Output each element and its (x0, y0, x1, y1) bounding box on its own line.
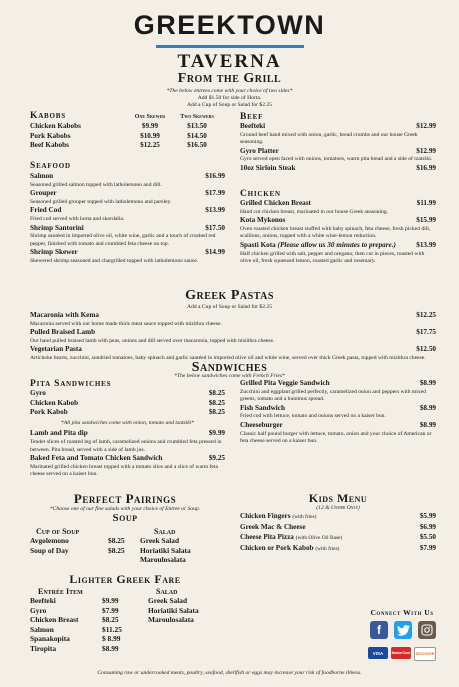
item-price: $16.99 (205, 172, 225, 180)
menu-item-row (240, 241, 436, 251)
item-name: Pork Kabob (30, 408, 68, 417)
item-price: $13.99 (416, 240, 436, 249)
cup-header: Cup of Soup (36, 527, 80, 536)
item-description: Artichoke hearts, zucchini, sundried tomatoes, baby spinach and garlic sautéed in imported olive oil and white wine, served over thick Greek pasta, topped with mizithra cheese. (30, 354, 426, 361)
kabob-row (30, 132, 230, 141)
menu-item-row (30, 389, 225, 399)
item-price: $12.99 (416, 122, 436, 130)
menu-item-row (30, 248, 225, 258)
pairing-row (30, 536, 220, 546)
item-name: Shrimp Santorini (30, 223, 84, 232)
item-name: Lamb and Pita dip (30, 429, 88, 438)
footer-disclaimer: Consuming raw or undercooked meats, poultry, seafood, shellfish or eggs may increase your risk of foodborne illness. (97, 670, 362, 676)
item-description: Skewered shrimp seasoned and chargrilled topped with latholemono sauce. (30, 257, 199, 264)
item-description: Shrimp sautéed in imported olive oil, white wine, garlic and a touch of crushed red pepper, finished with tomato and crumbled feta cheese on top. (30, 233, 216, 247)
seafood-header: Seafood (30, 161, 71, 171)
item-price: $7.99 (419, 543, 436, 552)
item-price: $5.50 (419, 533, 436, 542)
soup-price: $8.25 (108, 545, 125, 555)
lighter-row (30, 596, 220, 606)
pita-note: *All pita sandwiches come with onion, tomato and tzatziki* (60, 419, 195, 426)
item-extra: (with fries) (292, 514, 317, 520)
social-links (370, 621, 436, 639)
item-extra: (with Olive Oil Base) (295, 535, 343, 542)
salad-name: Maroulosalata (148, 615, 194, 625)
entree-name: Chicken Breast (30, 615, 79, 625)
item-description: Seasoned grilled salmon topped with latholemono and dill. (30, 181, 162, 188)
item-name: 10oz Sirloin Steak (240, 163, 296, 172)
kabobs-section (30, 112, 230, 151)
item-price: $13.99 (205, 206, 225, 215)
salad-name: Horiatiki Salata (148, 605, 199, 615)
pita-header: Pita Sandwiches (30, 379, 112, 389)
item-description: Ground beef hand mixed with onion, garlic, bread crumbs and our house Greek seasoning. (240, 131, 418, 146)
kabob-name: Pork Kabobs (30, 131, 71, 140)
item-price: $8.99 (419, 420, 436, 429)
kids-title: Kids Menu (308, 491, 368, 505)
item-price: $11.99 (416, 199, 436, 207)
entree-price: $8.25 (102, 615, 119, 625)
grill-note-2: Add $1.50 for side of Horta. (197, 95, 262, 101)
menu-item-row (240, 421, 436, 431)
item-name: Greek Mac & Cheese (240, 522, 306, 531)
soup-price: $8.25 (108, 536, 125, 545)
pairings-soup-title: Soup (112, 512, 138, 524)
item-price: $9.99 (208, 429, 225, 438)
pairings-title: Perfect Pairings (73, 491, 177, 506)
entree-price: $11.25 (102, 624, 122, 634)
soup-name: Avgolemono (30, 536, 69, 545)
menu-item-row (30, 189, 225, 199)
item-description: Tender slices of roasted leg of lamb, caramelized onions and crumbled feta pressed in between. Pita bread, served with a side of lamb jus. (30, 438, 222, 453)
menu-item-row (240, 544, 436, 555)
pita-section (30, 379, 225, 479)
beef-header: Beef (240, 112, 264, 122)
menu-item-row (240, 147, 436, 157)
lighter-row (30, 644, 220, 654)
item-price: $8.25 (208, 408, 225, 417)
menu-item-row (240, 512, 436, 523)
pairing-row (30, 555, 220, 565)
kabob-price-two: $13.50 (187, 122, 207, 131)
chicken-section (240, 189, 436, 266)
pastas-section (30, 311, 436, 363)
item-description: Fried cod served with horta and skordalia. (30, 215, 125, 222)
item-name: Spasti Kota (240, 240, 276, 249)
pairings-note: *Choose one of our fine salads with your choice of Entree or Soup. (49, 506, 201, 512)
pairings-table (30, 527, 220, 565)
menu-item-row (240, 164, 436, 174)
menu-item-row (240, 216, 436, 226)
visa-card-icon: VISA (368, 647, 388, 659)
entree-name: Beefteki (30, 596, 56, 605)
item-note: (Please allow us 30 minutes to prepare.) (277, 240, 396, 249)
item-name: Gyro Platter (240, 146, 279, 155)
menu-item-row (30, 328, 436, 338)
sandwiches-note: *The below sandwiches come with French Fries* (174, 373, 285, 379)
item-price: $9.25 (208, 454, 225, 463)
kabobs-col2: Two Skewers (180, 114, 214, 120)
menu-item-row (30, 454, 225, 464)
entree-name: Salmon (30, 624, 54, 634)
item-price: $14.99 (205, 248, 225, 257)
item-price: $12.50 (416, 345, 436, 354)
pastas-title: Greek Pastas (185, 288, 274, 303)
menu-item-row (30, 345, 436, 355)
menu-item-row (30, 172, 225, 182)
beef-section (240, 112, 436, 174)
lighter-salad-header: Salad (156, 587, 178, 596)
item-price: $15.99 (416, 216, 436, 225)
entree-header: Entrée Item (38, 587, 83, 596)
item-price: $8.25 (208, 398, 225, 407)
entree-name: Gyro (30, 605, 47, 615)
salad-name: Greek Salad (148, 596, 188, 605)
lighter-table (30, 587, 220, 654)
grill-note-1: *The below entrees come with your choice of two sides* (166, 88, 293, 94)
item-name: Shrimp Skewer (30, 248, 78, 257)
sandwiches-title: Sandwiches (191, 360, 268, 375)
kabob-name: Beef Kabobs (30, 141, 69, 150)
item-description: Macaronia served with our home made thick meat sauce topped with mizithra cheese. (30, 320, 222, 327)
kabob-row (30, 122, 230, 131)
item-name: Cheese Pita Pizza (240, 533, 294, 542)
facebook-icon[interactable]: f (370, 621, 388, 639)
menu-item-row (240, 533, 436, 544)
item-name: Grilled Pita Veggie Sandwich (240, 379, 330, 387)
item-price: $12.99 (416, 146, 436, 155)
soup-name: Soup of Day (30, 545, 69, 555)
item-name: Fried Cod (30, 206, 62, 215)
entree-price: $7.99 (102, 605, 119, 615)
grill-title: From the Grill (177, 71, 282, 86)
salad-name: Horiatiki Salata (140, 545, 191, 555)
item-name: Chicken or Pork Kabob (240, 543, 314, 552)
kabob-price-two: $14.50 (187, 131, 207, 140)
item-price: $17.75 (416, 328, 436, 337)
item-name: Pulled Braised Lamb (30, 328, 96, 337)
kabob-price-one: $10.99 (140, 131, 160, 140)
item-description: Classic half pound burger with lettuce, tomato, onion and your choice of American or feta cheese served on a kaiser bun. (240, 430, 432, 445)
entree-price: $8.99 (102, 643, 119, 653)
connect-title: Connect With Us (370, 608, 434, 617)
brand-title: GREEKTOWN (133, 10, 326, 40)
grill-notes (0, 88, 459, 109)
kabob-price-two: $16.50 (187, 141, 207, 150)
item-name: Fish Sandwich (240, 403, 285, 412)
menu-item-row (30, 429, 225, 439)
item-name: Grouper (30, 189, 57, 198)
pairing-row (30, 546, 220, 556)
item-price: $16.99 (416, 163, 436, 172)
kabob-price-one: $12.25 (140, 141, 160, 150)
menu-item-row (30, 311, 436, 321)
entree-price: $9.99 (102, 596, 119, 605)
sandwich-right-section (240, 379, 436, 446)
item-name: Beefteki (240, 122, 266, 130)
menu-item-row (30, 399, 225, 409)
menu-item-row (240, 199, 436, 209)
item-price: $5.99 (419, 512, 436, 520)
lighter-row (30, 615, 220, 625)
kids-note: (12 & Under Only) (316, 505, 360, 511)
lighter-title: Lighter Greek Fare (69, 572, 181, 586)
item-description: Seasoned grilled grouper topped with latholemono and parsley. (30, 198, 172, 205)
item-name: Grilled Chicken Breast (240, 199, 311, 207)
menu-item-row (240, 379, 436, 389)
lighter-row (30, 606, 220, 616)
item-price: $8.25 (208, 389, 225, 397)
twitter-icon[interactable] (394, 621, 412, 639)
kabob-name: Chicken Kabobs (30, 122, 81, 131)
chicken-header: Chicken (240, 189, 281, 199)
soup-name (30, 555, 108, 565)
item-name: Cheeseburger (240, 420, 283, 429)
item-description: Gyro served open faced with onions, tomatoes, warm pita bread and a side of tzatziki. (240, 156, 433, 163)
pastas-note: Add a Cup of Soup or Salad for $2.25 (187, 304, 272, 310)
brand-divider (156, 45, 304, 48)
salad-name: Maroulosalata (140, 555, 186, 565)
item-name: Chicken Fingers (240, 512, 291, 520)
discover-card-icon: DISCOVER (414, 647, 436, 661)
item-price: $8.99 (419, 379, 436, 387)
item-name: Chicken Kabob (30, 398, 79, 407)
mastercard-card-icon: MasterCard (391, 647, 411, 659)
item-description: Hand cut chicken breast, marinated in our house Greek seasoning. (240, 208, 389, 215)
instagram-icon[interactable] (418, 621, 436, 639)
item-price: $17.99 (205, 189, 225, 198)
kabob-row (30, 141, 230, 150)
lighter-row (30, 625, 220, 635)
salad-header: Salad (154, 527, 176, 536)
entree-name: Tiropita (30, 643, 57, 653)
brand-subtitle: TAVERNA (177, 51, 282, 72)
menu-item-row (30, 408, 225, 418)
menu-item-row (30, 224, 225, 234)
item-price: $17.50 (205, 223, 225, 232)
grill-note-3: Add a Cup of Soup or Salad for $2.25 (187, 102, 272, 108)
item-description: Our hand pulled braised lamb with peas, onions and dill served over macaronia, topped with mizithra cheese. (30, 337, 275, 344)
kids-section (240, 512, 436, 554)
item-price: $8.99 (419, 403, 436, 412)
lighter-row (30, 634, 220, 644)
item-description: Oven roasted chicken breast stuffed with baby spinach, feta cheese, fresh picked dill, scallions, onions, topped with a white wine-lemon reduction. (240, 225, 431, 240)
item-name: Salmon (30, 172, 54, 180)
item-name: Gyro (30, 389, 46, 397)
item-description: Marinated grilled chicken breast topped with a tomato slice and a slice of warm feta cheese served on a kaiser bun. (30, 463, 218, 478)
salad-name: Greek Salad (140, 536, 180, 545)
menu-item-row (30, 206, 225, 216)
item-name: Baked Feta and Tomato Chicken Sandwich (30, 454, 163, 463)
kabobs-col1: One Skewer (134, 114, 166, 120)
menu-item-row (240, 404, 436, 414)
payment-cards (368, 647, 436, 661)
item-extra: (with fries) (315, 545, 340, 552)
item-price: $6.99 (419, 522, 436, 531)
kabobs-header: Kabobs (30, 111, 66, 121)
entree-price: $ 8.99 (102, 634, 121, 644)
item-description: Fried cod with lettuce, tomato and onions served on a kaiser bun. (240, 413, 386, 420)
item-name: Vegetarian Pasta (30, 345, 82, 354)
item-name: Macaronia with Kema (30, 311, 99, 319)
seafood-section (30, 161, 225, 266)
kabob-price-one: $9.99 (141, 122, 159, 131)
menu-item-row (240, 122, 436, 132)
item-description: Zucchini and eggplant grilled perfectly, caramelized onion and peppers with mixed greens, tomato and a hummus spread. (240, 388, 426, 403)
entree-name: Spanakopita (30, 634, 70, 644)
menu-item-row (240, 523, 436, 534)
soup-price (108, 555, 140, 565)
item-name: Kota Mykonos (240, 216, 286, 225)
item-description: Half chicken grilled with salt, pepper and oregano; then cut in pieces, roasted with olive oil, fresh squeezed lemon, roasted garlic and rosemary. (240, 250, 425, 265)
item-price: $12.25 (416, 311, 436, 319)
